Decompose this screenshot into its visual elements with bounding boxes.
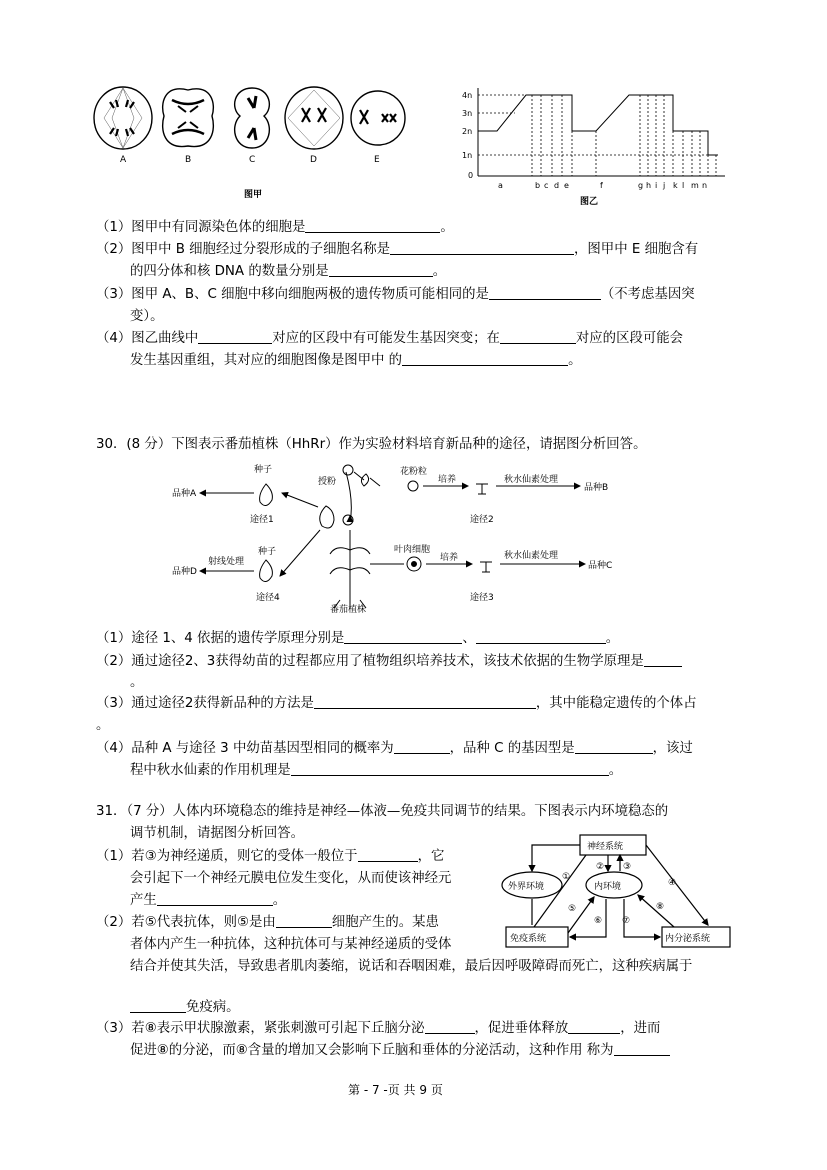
answer-blank[interactable]: [568, 1019, 620, 1034]
x-tick-g: g: [638, 181, 644, 190]
x-tick-h: h: [646, 181, 652, 190]
node-inner-env: 内环境: [594, 882, 622, 892]
label-colchicine: 秋水仙素处理: [504, 475, 559, 485]
answer-blank[interactable]: [489, 285, 601, 300]
answer-blank[interactable]: [614, 1041, 670, 1056]
cell-c: [235, 88, 270, 148]
answer-blank[interactable]: [344, 629, 462, 644]
q29-line3: 的四分体和核 DNA 的数量分别是 。: [130, 264, 447, 279]
x-tick-k: k: [673, 181, 678, 190]
label-seed-2: 种子: [258, 547, 277, 557]
num-2: ②: [596, 862, 605, 872]
cell-e: [351, 91, 405, 145]
answer-blank[interactable]: [305, 218, 440, 233]
label-pollen: 花粉粒: [400, 467, 428, 477]
q31-p1-line1: （1）若③为神经递质，则它的受体一般位于 ，它: [96, 849, 445, 864]
q29-line7: 发生基因重组，其对应的细胞图像是图甲中 的 。: [130, 353, 582, 368]
y-tick-3n: 3n: [462, 109, 473, 118]
figure-yi-caption: 图乙: [580, 197, 599, 207]
answer-blank[interactable]: [157, 891, 273, 906]
answer-blank[interactable]: [130, 998, 186, 1013]
node-immune-system: 免疫系统: [510, 934, 547, 944]
q30-line3: （3）通过途径2获得新品种的方法是 ，其中能稳定遗传的个体占: [96, 696, 697, 711]
label-pin-c: 品种C: [588, 561, 613, 571]
answer-blank[interactable]: [358, 847, 418, 862]
answer-blank[interactable]: [644, 652, 682, 667]
q30-line4: （4）品种 A 与途径 3 中幼苗基因型相同的概率为 ，品种 C 的基因型是 ，该过: [96, 741, 693, 756]
answer-blank[interactable]: [500, 329, 576, 344]
label-leaf-cell: 叶肉细胞: [394, 545, 431, 555]
x-tick-n: n: [702, 181, 708, 190]
q30-line3-end: 。: [96, 718, 110, 733]
figure-yi: [440, 80, 730, 210]
q31-p3-line1: （3）若⑧表示甲状腺激素，紧张刺激可引起下丘脑分泌 ，促进垂体释放 ，进而: [96, 1021, 661, 1036]
cell-label-d: D: [310, 155, 317, 165]
answer-blank[interactable]: [390, 240, 574, 255]
num-4: ④: [668, 878, 677, 888]
cell-b: [163, 89, 214, 147]
answer-blank[interactable]: [276, 913, 332, 928]
q30-line2-end: 。: [130, 675, 144, 690]
answer-blank[interactable]: [425, 1019, 475, 1034]
q30-diagram: [170, 460, 630, 615]
q29-line6: （4）图乙曲线中 对应的区段中有可能发生基因突变；在 对应的区段可能会: [96, 331, 684, 346]
x-tick-i: i: [655, 181, 658, 190]
label-colchicine-2: 秋水仙素处理: [504, 551, 559, 561]
answer-blank[interactable]: [402, 351, 568, 366]
answer-blank[interactable]: [314, 694, 536, 709]
q31-title-1: 31．（7 分）人体内环境稳态的维持是神经—体液—免疫共同调节的结果。下图表示内环境稳态的: [96, 804, 669, 819]
q31-title-2: 调节机制，请据图分析回答。: [130, 826, 305, 841]
answer-blank[interactable]: [575, 739, 653, 754]
label-pin-b: 品种B: [584, 483, 609, 493]
num-5: ⑤: [568, 904, 577, 914]
x-tick-b: b: [535, 181, 541, 190]
cell-d: [285, 87, 343, 149]
q31-p2-line3: 结合并使其失活，导致患者肌肉萎缩，说话和吞咽困难，最后因呼吸障碍而死亡，这种疾病属于: [130, 959, 693, 974]
page-footer: 第 - 7 -页 共 9 页: [348, 1083, 443, 1097]
q29-line2: （2）图甲中 B 细胞经过分裂形成的子细胞名称是 ，图甲中 E 细胞含有: [96, 242, 699, 257]
answer-blank[interactable]: [198, 329, 272, 344]
x-tick-c: c: [544, 181, 549, 190]
x-tick-j: j: [663, 181, 666, 190]
cell-a: [94, 87, 152, 149]
cell-label-b: B: [185, 155, 192, 165]
label-path-2: 途径2: [470, 515, 494, 525]
q29-line4: （3）图甲 A、B、C 细胞中移向细胞两极的遗传物质可能相同的是 （不考虑基因突: [96, 287, 695, 302]
q31-p2-line2: 者体内产生一种抗体，这种抗体可与某神经递质的受体: [130, 937, 452, 952]
q31-p3-line2: 促进⑧的分泌，而⑧含量的增加又会影响下丘脑和垂体的分泌活动，这种作用 称为: [130, 1041, 670, 1061]
q31-p1-line3: 产生 。: [130, 893, 287, 908]
figure-jia: [92, 82, 422, 202]
x-tick-l: l: [682, 181, 685, 190]
cell-label-c: C: [249, 155, 256, 165]
q31-p2-line1: （2）若⑤代表抗体，则⑤是由 细胞产生的。某患: [96, 915, 439, 930]
node-nerve-system: 神经系统: [587, 842, 624, 852]
answer-blank[interactable]: [291, 761, 609, 776]
q31-p1-line2: 会引起下一个神经元膜电位发生变化，从而使该神经元: [130, 871, 452, 886]
num-3: ③: [623, 862, 632, 872]
x-tick-a: a: [498, 181, 503, 190]
label-path-3: 途径3: [470, 593, 494, 603]
label-culture: 培养: [438, 475, 457, 485]
cell-label-e: E: [374, 155, 380, 165]
y-tick-0: 0: [468, 171, 474, 180]
answer-blank[interactable]: [476, 629, 606, 644]
y-tick-1n: 1n: [462, 151, 473, 160]
num-8: ⑧: [656, 902, 665, 912]
label-pin-d: 品种D: [172, 567, 197, 577]
answer-blank[interactable]: [394, 739, 450, 754]
q31-diagram: [498, 833, 734, 951]
q30-title: 30．(8 分）下图表示番茄植株（HhRr）作为实验材料培育新品种的途径，请据图分析回答。: [96, 437, 647, 452]
node-outer-env: 外界环境: [508, 882, 545, 892]
q29-line1: （1）图甲中有同源染色体的细胞是 。: [96, 220, 454, 235]
q29-line5: 变）。: [130, 309, 164, 324]
num-6: ⑥: [594, 916, 603, 926]
x-tick-e: e: [564, 181, 569, 190]
label-pin-a: 品种A: [172, 489, 197, 499]
label-radiation: 射线处理: [208, 557, 245, 567]
label-tomato: 番茄植株: [330, 605, 367, 615]
y-tick-2n: 2n: [462, 127, 473, 136]
x-tick-f: f: [600, 181, 603, 190]
label-culture-2: 培养: [440, 553, 459, 563]
x-tick-d: d: [554, 181, 560, 190]
label-path-4: 途径4: [256, 593, 280, 603]
label-seed-1: 种子: [254, 465, 273, 475]
y-tick-4n: 4n: [462, 91, 473, 100]
q30-line1: （1）途径 1、4 依据的遗传学原理分别是 、 。: [96, 631, 620, 646]
node-endocrine-system: 内分泌系统: [665, 934, 711, 944]
q30-line2: （2）通过途径2、3获得幼苗的过程都应用了植物组织培养技术，该技术依据的生物学原理是: [96, 652, 682, 672]
label-pollinate: 授粉: [318, 477, 337, 487]
cell-label-a: A: [120, 155, 127, 165]
answer-blank[interactable]: [329, 262, 433, 277]
figure-jia-caption: 图甲: [244, 190, 263, 200]
num-1: ①: [562, 872, 571, 882]
label-path-1: 途径1: [250, 515, 274, 525]
q30-line5: 程中秋水仙素的作用机理是 。: [130, 763, 623, 778]
num-7: ⑦: [622, 916, 631, 926]
x-tick-m: m: [691, 181, 699, 190]
q31-p2-line4: 免疫病。: [130, 998, 240, 1018]
